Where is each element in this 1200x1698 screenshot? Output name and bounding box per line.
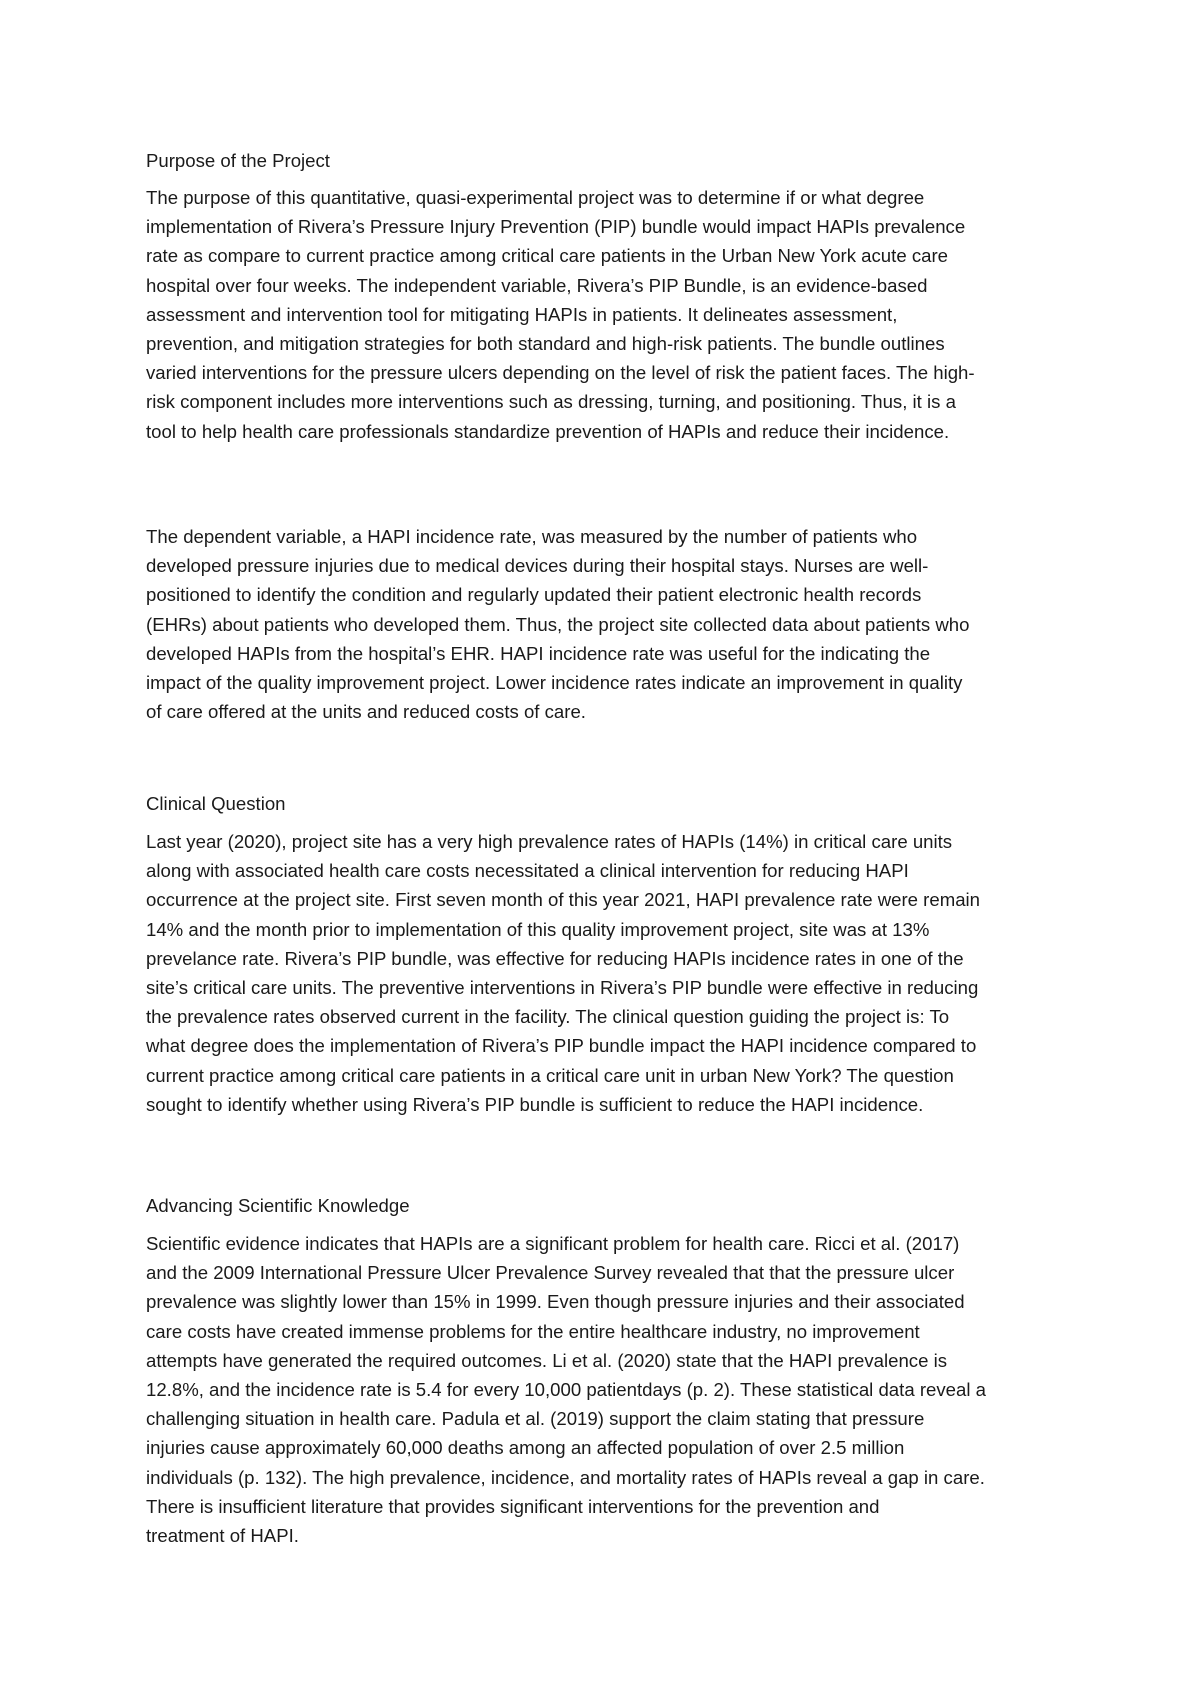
paragraph-clinical-question xyxy=(146,827,1066,1119)
text-line: positioned to identify the condition and regularly updated their patient electronic health records xyxy=(146,584,922,606)
text-line: assessment and intervention tool for mitigating HAPIs in patients. It delineates assessment, xyxy=(146,303,898,325)
section-heading: Purpose of the Project xyxy=(146,150,330,171)
text-line: care costs have created immense problems for the entire healthcare industry, no improvement xyxy=(146,1320,920,1342)
text-line: current practice among critical care patients in a critical care unit in urban New York? The question xyxy=(146,1064,954,1086)
text-line: individuals (p. 132). The high prevalence, incidence, and mortality rates of HAPIs reveal a gap in care. xyxy=(146,1466,985,1488)
text-line: 12.8%, and the incidence rate is 5.4 for every 10,000 patientdays (p. 2). These statistical data reveal a xyxy=(146,1378,986,1400)
text-line: site’s critical care units. The preventive interventions in Rivera’s PIP bundle were effective in reducing xyxy=(146,976,979,998)
text-line: treatment of HAPI. xyxy=(146,1524,299,1546)
paragraph-advancing-knowledge xyxy=(146,1229,1066,1550)
text-line: developed HAPIs from the hospital’s EHR. HAPI incidence rate was useful for the indicating the xyxy=(146,642,931,664)
text-line: (EHRs) about patients who developed them. Thus, the project site collected data about patients who xyxy=(146,613,970,635)
section-clinical-question xyxy=(146,789,1066,818)
text-line: Last year (2020), project site has a very high prevalence rates of HAPIs (14%) in critical care units xyxy=(146,831,953,852)
section-heading: Advancing Scientific Knowledge xyxy=(146,1195,410,1216)
text-line: developed pressure injuries due to medical devices during their hospital stays. Nurses are well- xyxy=(146,555,929,577)
text-line: what degree does the implementation of Rivera’s PIP bundle impact the HAPI incidence compared to xyxy=(146,1035,977,1057)
paragraph-purpose-2 xyxy=(146,522,1066,726)
text-line: the prevalence rates observed current in the facility. The clinical question guiding the project is: To xyxy=(146,1006,950,1028)
text-line: challenging situation in health care. Padula et al. (2019) support the claim stating that pressure xyxy=(146,1408,925,1430)
text-line: tool to help health care professionals standardize prevention of HAPIs and reduce their incidence. xyxy=(146,420,950,442)
text-line: There is insufficient literature that provides significant interventions for the prevention and xyxy=(146,1495,880,1517)
text-line: hospital over four weeks. The independent variable, Rivera’s PIP Bundle, is an evidence-based xyxy=(146,274,928,296)
text-line: risk component includes more interventions such as dressing, turning, and positioning. Thus, it is a xyxy=(146,391,956,413)
section-purpose xyxy=(146,146,1066,175)
text-line: along with associated health care costs necessitated a clinical intervention for reducing HAPI xyxy=(146,860,909,882)
text-line: The purpose of this quantitative, quasi-experimental project was to determine if or what degree xyxy=(146,187,925,208)
text-line: and the 2009 International Pressure Ulcer Prevalence Survey revealed that that the pressure ulcer xyxy=(146,1262,955,1284)
text-line: The dependent variable, a HAPI incidence rate, was measured by the number of patients who xyxy=(146,526,918,547)
text-line: attempts have generated the required outcomes. Li et al. (2020) state that the HAPI prevalence is xyxy=(146,1349,948,1371)
text-line: Scientific evidence indicates that HAPIs are a significant problem for health care. Ricci et al. (2017) xyxy=(146,1233,960,1254)
text-line: sought to identify whether using Rivera’s PIP bundle is sufficient to reduce the HAPI incidence. xyxy=(146,1093,924,1115)
text-line: prevalence was slightly lower than 15% in 1999. Even though pressure injuries and their associated xyxy=(146,1291,965,1313)
paragraph-purpose-1 xyxy=(146,183,1066,446)
section-heading: Clinical Question xyxy=(146,793,286,814)
text-line: injuries cause approximately 60,000 deaths among an affected population of over 2.5 million xyxy=(146,1437,905,1459)
text-line: occurrence at the project site. First seven month of this year 2021, HAPI prevalence rate were remain xyxy=(146,889,981,911)
text-line: 14% and the month prior to implementation of this quality improvement project, site was at 13% xyxy=(146,918,930,940)
text-line: rate as compare to current practice among critical care patients in the Urban New York acute care xyxy=(146,245,948,267)
text-line: implementation of Rivera’s Pressure Injury Prevention (PIP) bundle would impact HAPIs prevalence xyxy=(146,216,966,238)
text-line: impact of the quality improvement project. Lower incidence rates indicate an improvement in quality xyxy=(146,671,963,693)
text-line: prevention, and mitigation strategies for both standard and high-risk patients. The bundle outlines xyxy=(146,332,945,354)
text-line: of care offered at the units and reduced costs of care. xyxy=(146,701,586,723)
text-line: prevelance rate. Rivera’s PIP bundle, was effective for reducing HAPIs incidence rates in one of the xyxy=(146,947,964,969)
text-line: varied interventions for the pressure ulcers depending on the level of risk the patient faces. The high- xyxy=(146,362,975,384)
section-advancing-knowledge xyxy=(146,1191,1066,1220)
